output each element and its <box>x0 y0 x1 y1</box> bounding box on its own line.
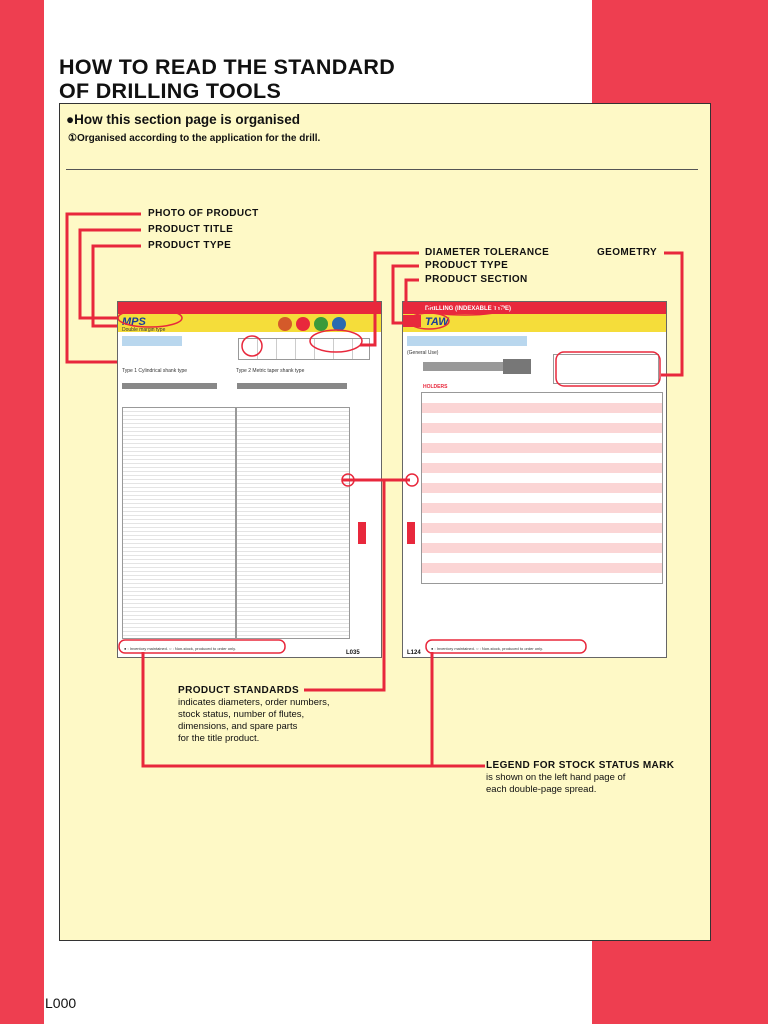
left-spread-type2: Type 2 Metric taper shank type <box>236 368 305 374</box>
left-spread-legend: ● : Inventory maintained. ○ : Non-stock, produced to order only. <box>124 646 236 651</box>
right-spread-geometry-figure <box>553 354 659 384</box>
right-spread-holders: HOLDERS <box>423 384 448 390</box>
page-title-line1: HOW TO READ THE STANDARD <box>59 55 396 79</box>
left-spread-thumbnail <box>117 301 382 658</box>
right-spread-general-use: (General Use) <box>407 350 439 356</box>
left-spread-section-tab <box>358 522 366 544</box>
section-subheading: ①Organised according to the application for the drill. <box>68 133 321 144</box>
callout-product-title: PRODUCT TITLE <box>148 224 234 235</box>
left-spread-type1: Type 1 Cylindrical shank type <box>122 368 188 374</box>
left-spread-drill-image <box>122 376 362 398</box>
callout-legend-stock-desc: is shown on the left hand page of each double-page spread. <box>486 772 626 795</box>
page-number: L000 <box>45 995 77 1011</box>
callout-product-standards-desc: indicates diameters, order numbers, stock status, number of flutes, dimensions, and spare parts for the title product. <box>178 697 330 744</box>
divider-line <box>66 169 698 170</box>
right-spread-drill-image <box>423 354 533 378</box>
left-spread-subtitle: Double margin type <box>122 327 166 333</box>
left-spread-standards-table-b <box>236 407 350 639</box>
right-spread-product-badge: TAW <box>425 316 449 328</box>
callout-photo-of-product: PHOTO OF PRODUCT <box>148 208 259 219</box>
callout-product-section: PRODUCT SECTION <box>425 274 528 285</box>
page-title <box>59 55 395 103</box>
left-spread-product-badge: MPS <box>122 316 146 328</box>
callout-legend-stock: LEGEND FOR STOCK STATUS MARK <box>486 760 675 771</box>
page-title-line2: OF DRILLING TOOLS <box>59 79 282 103</box>
callout-diameter-tolerance: DIAMETER TOLERANCE <box>425 247 550 258</box>
callout-product-standards: PRODUCT STANDARDS <box>178 685 300 696</box>
right-spread-standards-table <box>421 392 663 584</box>
right-spread-thumbnail <box>402 301 667 658</box>
right-spread-legend: ● : Inventory maintained. ○ : Non-stock, produced to order only. <box>431 646 543 651</box>
left-red-sidebar <box>0 0 44 1024</box>
callout-product-type-right: PRODUCT TYPE <box>425 260 509 271</box>
right-spread-section-tab-top <box>403 315 421 327</box>
left-spread-page-number: L035 <box>346 650 360 656</box>
right-spread-section-tab <box>407 522 415 544</box>
right-spread-section: DRILLING (INDEXABLE TYPE) <box>425 306 512 312</box>
callout-geometry: GEOMETRY <box>597 247 658 258</box>
left-spread-icons <box>276 315 356 333</box>
section-heading: ●How this section page is organised <box>66 112 300 127</box>
right-spread-page-number: L124 <box>407 650 421 656</box>
left-spread-tolerance-table <box>238 338 370 360</box>
left-spread-mini-table <box>122 336 182 346</box>
right-spread-mini-table <box>407 336 527 346</box>
left-spread-standards-table-a <box>122 407 236 639</box>
callout-product-type-left: PRODUCT TYPE <box>148 240 232 251</box>
